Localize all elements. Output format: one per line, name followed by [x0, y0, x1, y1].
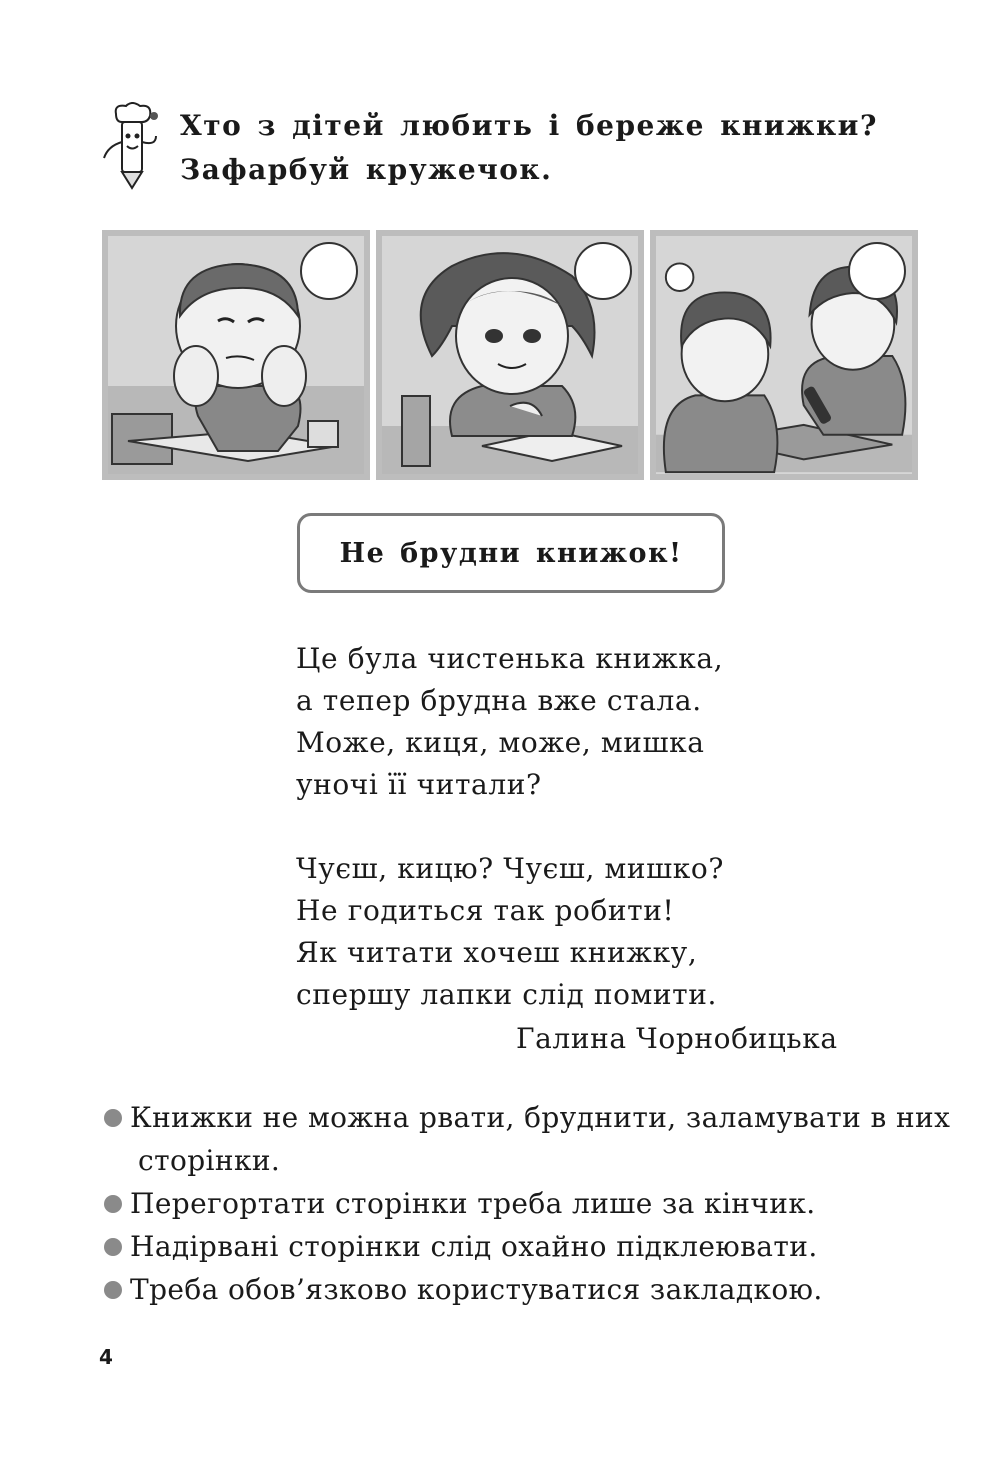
book-care-rules	[102, 1096, 962, 1311]
poem-line: Не годиться так робити!	[296, 894, 675, 927]
bullet-icon	[104, 1281, 122, 1299]
poem-line: а тепер брудна вже стала.	[296, 684, 702, 717]
illustration-panel-boy	[102, 230, 370, 480]
answer-circle-2[interactable]	[574, 242, 632, 300]
poem-line: уночі її читали?	[296, 768, 542, 801]
poem-line: Чуєш, кицю? Чуєш, мишко?	[296, 852, 724, 885]
poem-title-text: Не брудни книжок!	[339, 537, 683, 569]
bullet-icon	[104, 1109, 122, 1127]
rule-text: Книжки не можна рвати, бруднити, заламувати в них	[130, 1101, 951, 1134]
pencil-chef-mascot-icon	[96, 102, 166, 192]
illustration-panel-girl	[376, 230, 644, 480]
poem-author: Галина Чорнобицька	[516, 1022, 838, 1055]
poem-stanza-2	[296, 848, 724, 1016]
poem	[296, 638, 724, 1058]
poem-line: Як читати хочеш книжку,	[296, 936, 698, 969]
answer-circle-1[interactable]	[300, 242, 358, 300]
poem-line: спершу лапки слід помити.	[296, 978, 718, 1011]
rule-item	[102, 1268, 962, 1311]
rule-item	[102, 1182, 962, 1225]
poem-stanza-1	[296, 638, 724, 806]
rule-item	[102, 1096, 962, 1182]
illustration-panel-children	[650, 230, 918, 480]
task-instruction	[180, 104, 878, 192]
poem-line: Може, киця, може, мишка	[296, 726, 705, 759]
rule-text-continued: сторінки.	[138, 1144, 281, 1177]
answer-circle-3[interactable]	[848, 242, 906, 300]
rule-text: Надірвані сторінки слід охайно підклеювати.	[130, 1230, 818, 1263]
poem-title	[297, 513, 725, 593]
rule-item	[102, 1225, 962, 1268]
task-action: Зафарбуй кружечок.	[180, 153, 553, 186]
page-number: 4	[99, 1345, 113, 1369]
rule-text: Треба обов’язково користуватися закладкою.	[130, 1273, 823, 1306]
bullet-icon	[104, 1238, 122, 1256]
rule-text: Перегортати сторінки треба лише за кінчик.	[130, 1187, 816, 1220]
task-question: Хто з дітей любить і береже книжки?	[180, 109, 878, 142]
poem-line: Це була чистенька книжка,	[296, 642, 724, 675]
bullet-icon	[104, 1195, 122, 1213]
illustration-strip	[102, 230, 922, 480]
